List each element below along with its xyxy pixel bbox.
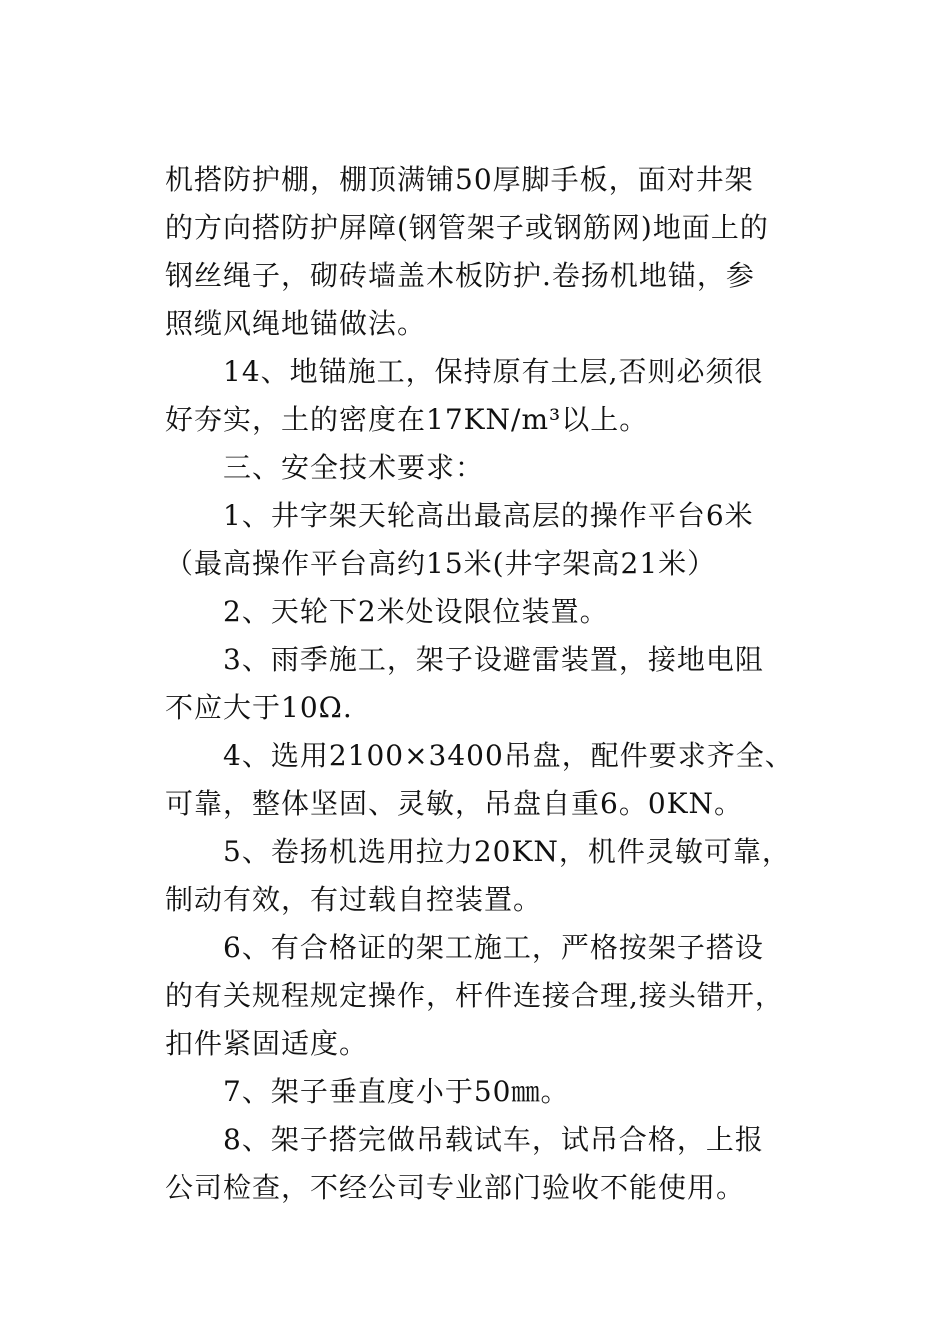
paragraph-line: 的有关规程规定操作，杆件连接合理,接头错开，	[165, 979, 784, 1012]
paragraph-line: 8、架子搭完做吊载试车，试吊合格，上报	[223, 1123, 764, 1156]
paragraph-line: （最高操作平台高约15米(井字架高21米）	[165, 547, 717, 580]
paragraph-line: 照缆风绳地锚做法。	[165, 307, 427, 340]
section-heading: 三、安全技术要求：	[223, 451, 485, 484]
paragraph-line: 公司检查，不经公司专业部门验收不能使用。	[165, 1171, 746, 1204]
paragraph-line: 机搭防护棚，棚顶满铺50厚脚手板，面对井架	[165, 163, 754, 196]
paragraph-line: 制动有效，有过载自控装置。	[165, 883, 543, 916]
paragraph-line: 可靠，整体坚固、灵敏，吊盘自重6。0KN。	[165, 787, 744, 820]
paragraph-line: 不应大于10Ω.	[165, 691, 353, 724]
paragraph-line: 14、地锚施工，保持原有土层,否则必须很	[223, 355, 764, 388]
paragraph-line: 扣件紧固适度。	[165, 1027, 369, 1060]
paragraph-line: 4、选用2100×3400吊盘，配件要求齐全、	[223, 739, 794, 772]
paragraph-line: 7、架子垂直度小于50㎜。	[223, 1075, 570, 1108]
paragraph-line: 的方向搭防护屏障(钢管架子或钢筋网)地面上的	[165, 211, 769, 244]
paragraph-line: 好夯实，土的密度在17KN/m³以上。	[165, 403, 649, 436]
paragraph-line: 1、井字架天轮高出最高层的操作平台6米	[223, 499, 754, 532]
paragraph-line: 3、雨季施工，架子设避雷装置，接地电阻	[223, 643, 764, 676]
paragraph-line: 6、有合格证的架工施工，严格按架子搭设	[223, 931, 764, 964]
document-body	[165, 156, 805, 1212]
paragraph-line: 钢丝绳子，砌砖墙盖木板防护.卷扬机地锚，参	[165, 259, 755, 292]
paragraph-line: 2、天轮下2米处设限位装置。	[223, 595, 609, 628]
paragraph-line: 5、卷扬机选用拉力20KN，机件灵敏可靠，	[223, 835, 791, 868]
